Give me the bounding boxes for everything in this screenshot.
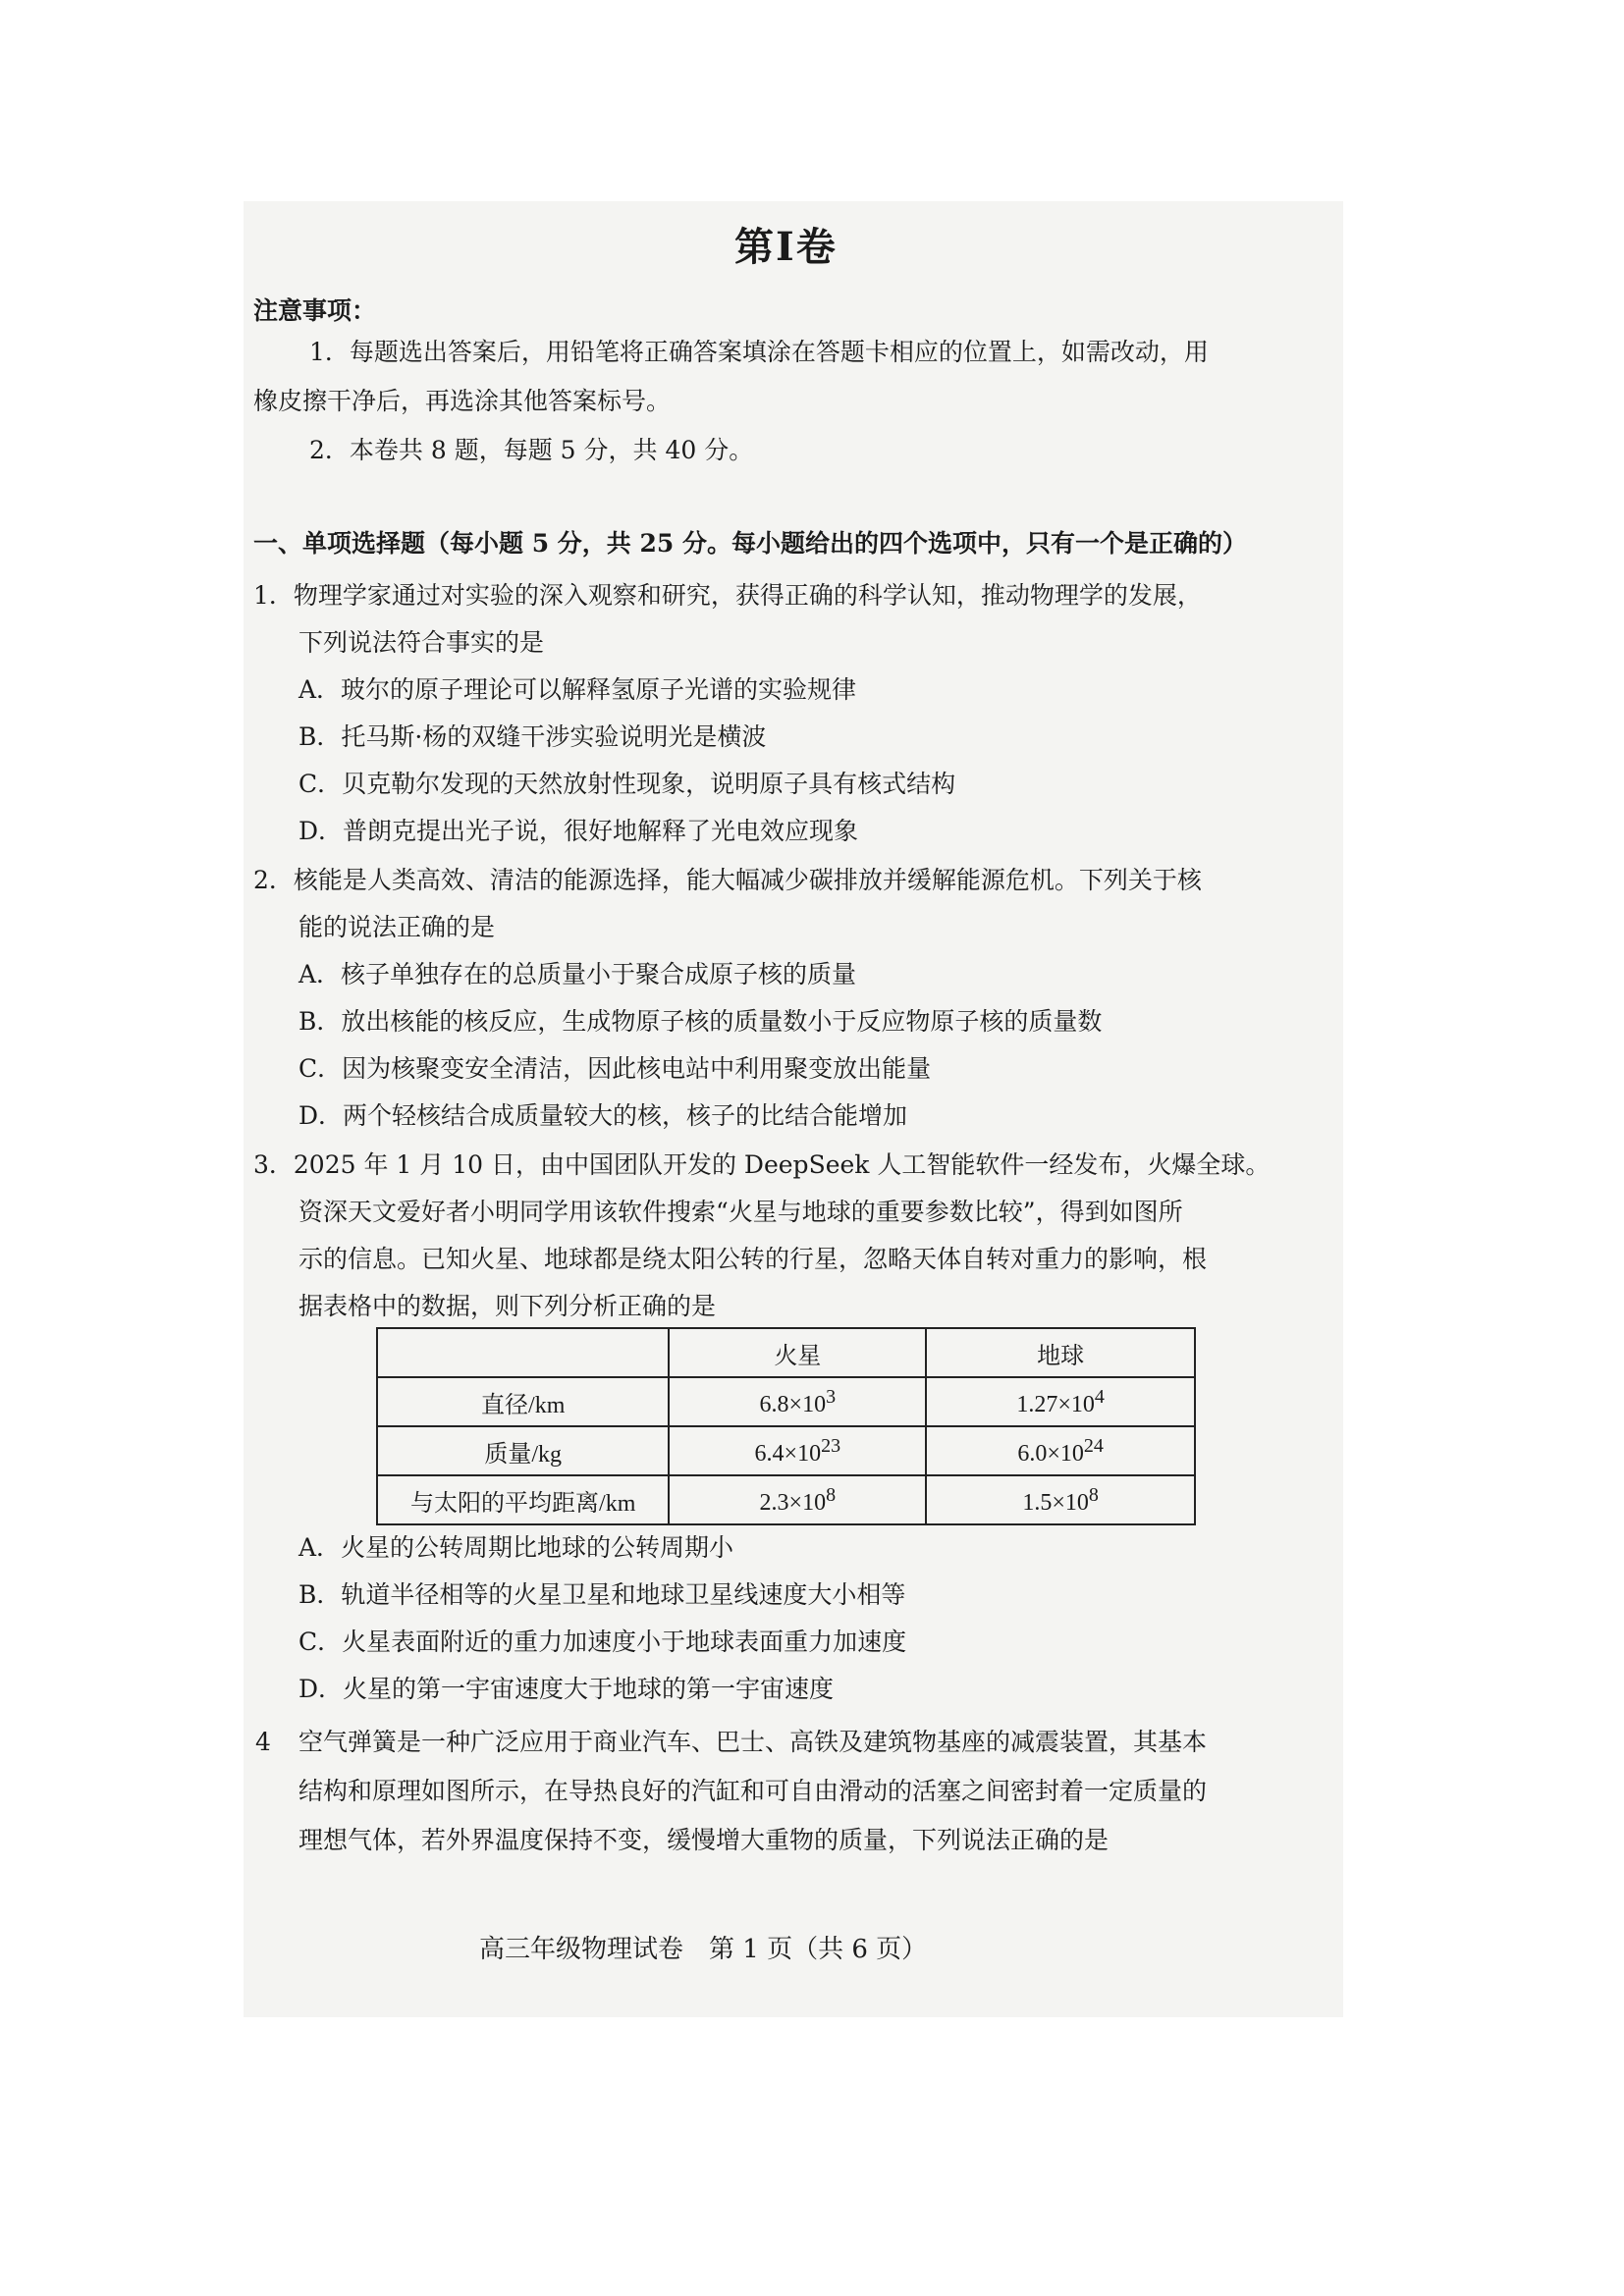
- table-row: [377, 1475, 1195, 1524]
- q3-stem-line-3: 示的信息。已知火星、地球都是绕太阳公转的行星，忽略天体自转对重力的影响，根: [298, 1245, 1208, 1273]
- row-label: 质量/kg: [377, 1426, 669, 1475]
- q2-option-a: A．核子单独存在的总质量小于聚合成原子核的质量: [298, 960, 857, 988]
- q1-option-c: C．贝克勒尔发现的天然放射性现象，说明原子具有核式结构: [298, 770, 956, 798]
- row-label: 与太阳的平均距离/km: [377, 1475, 669, 1524]
- row-label: 直径/km: [377, 1377, 669, 1426]
- notes-item-1-line-1: 1．每题选出答案后，用铅笔将正确答案填涂在答题卡相应的位置上，如需改动，用: [309, 338, 1209, 366]
- notes-item-2: 2．本卷共 8 题，每题 5 分，共 40 分。: [309, 436, 754, 464]
- q3-option-c: C．火星表面附近的重力加速度小于地球表面重力加速度: [298, 1628, 907, 1656]
- q4-stem-line-2: 结构和原理如图所示，在导热良好的汽缸和可自由滑动的活塞之间密封着一定质量的: [298, 1777, 1208, 1805]
- q3-stem-line-2: 资深天文爱好者小明同学用该软件搜索“火星与地球的重要参数比较”，得到如图所: [298, 1198, 1183, 1226]
- q1-option-a: A．玻尔的原子理论可以解释氢原子光谱的实验规律: [298, 675, 857, 704]
- q4-number: 4: [255, 1728, 271, 1756]
- q1-option-b: B．托马斯·杨的双缝干涉实验说明光是横波: [298, 722, 767, 751]
- page-footer: 高三年级物理试卷 第 1 页（共 6 页）: [479, 1935, 928, 1964]
- planet-comparison-table: [376, 1327, 1196, 1525]
- mars-value: $6.8\times 10^3$: [669, 1377, 926, 1426]
- mars-value: $2.3\times 10^8$: [669, 1475, 926, 1524]
- earth-value: $1.27\times 10^4$: [926, 1377, 1195, 1426]
- mars-value: $6.4\times 10^{23}$: [669, 1426, 926, 1475]
- table-row: [377, 1426, 1195, 1475]
- section-1-heading: 一、单项选择题（每小题 5 分，共 25 分。每小题给出的四个选项中，只有一个是正确的）: [253, 529, 1248, 558]
- notes-heading: 注意事项：: [253, 296, 377, 325]
- notes-item-1-line-2: 橡皮擦干净后，再选涂其他答案标号。: [253, 387, 672, 415]
- q2-stem-line-1: 2．核能是人类高效、清洁的能源选择，能大幅减少碳排放并缓解能源危机。下列关于核: [253, 866, 1202, 894]
- q3-stem-line-4: 据表格中的数据，则下列分析正确的是: [298, 1292, 717, 1320]
- q1-option-d: D．普朗克提出光子说，很好地解释了光电效应现象: [298, 817, 859, 845]
- earth-value: $6.0\times 10^{24}$: [926, 1426, 1195, 1475]
- q2-option-d: D．两个轻核结合成质量较大的核，核子的比结合能增加: [298, 1101, 908, 1130]
- table-header-row: [377, 1328, 1195, 1377]
- q4-stem-line-1: 空气弹簧是一种广泛应用于商业汽车、巴士、高铁及建筑物基座的减震装置，其基本: [298, 1728, 1208, 1756]
- table-row: [377, 1377, 1195, 1426]
- q3-option-b: B．轨道半径相等的火星卫星和地球卫星线速度大小相等: [298, 1580, 906, 1609]
- q1-stem-line-2: 下列说法符合事实的是: [298, 628, 545, 657]
- q3-option-d: D．火星的第一宇宙速度大于地球的第一宇宙速度: [298, 1675, 835, 1703]
- q2-option-b: B．放出核能的核反应，生成物原子核的质量数小于反应物原子核的质量数: [298, 1007, 1103, 1036]
- q3-stem-line-1: 3．2025 年 1 月 10 日，由中国团队开发的 DeepSeek 人工智能软件一经发布，火爆全球。: [253, 1150, 1271, 1179]
- q2-option-c: C．因为核聚变安全清洁，因此核电站中利用聚变放出能量: [298, 1054, 932, 1083]
- q1-stem-line-1: 1．物理学家通过对实验的深入观察和研究，获得正确的科学认知，推动物理学的发展，: [253, 581, 1202, 610]
- q4-stem-line-3: 理想气体，若外界温度保持不变，缓慢增大重物的质量，下列说法正确的是: [298, 1826, 1110, 1854]
- page-title: 第Ⅰ卷: [734, 224, 838, 270]
- table-header-cell: 火星: [669, 1328, 926, 1377]
- earth-value: $1.5\times 10^8$: [926, 1475, 1195, 1524]
- table-header-cell: [377, 1328, 669, 1377]
- q2-stem-line-2: 能的说法正确的是: [298, 913, 496, 941]
- q3-option-a: A．火星的公转周期比地球的公转周期小: [298, 1533, 734, 1562]
- table-header-cell: 地球: [926, 1328, 1195, 1377]
